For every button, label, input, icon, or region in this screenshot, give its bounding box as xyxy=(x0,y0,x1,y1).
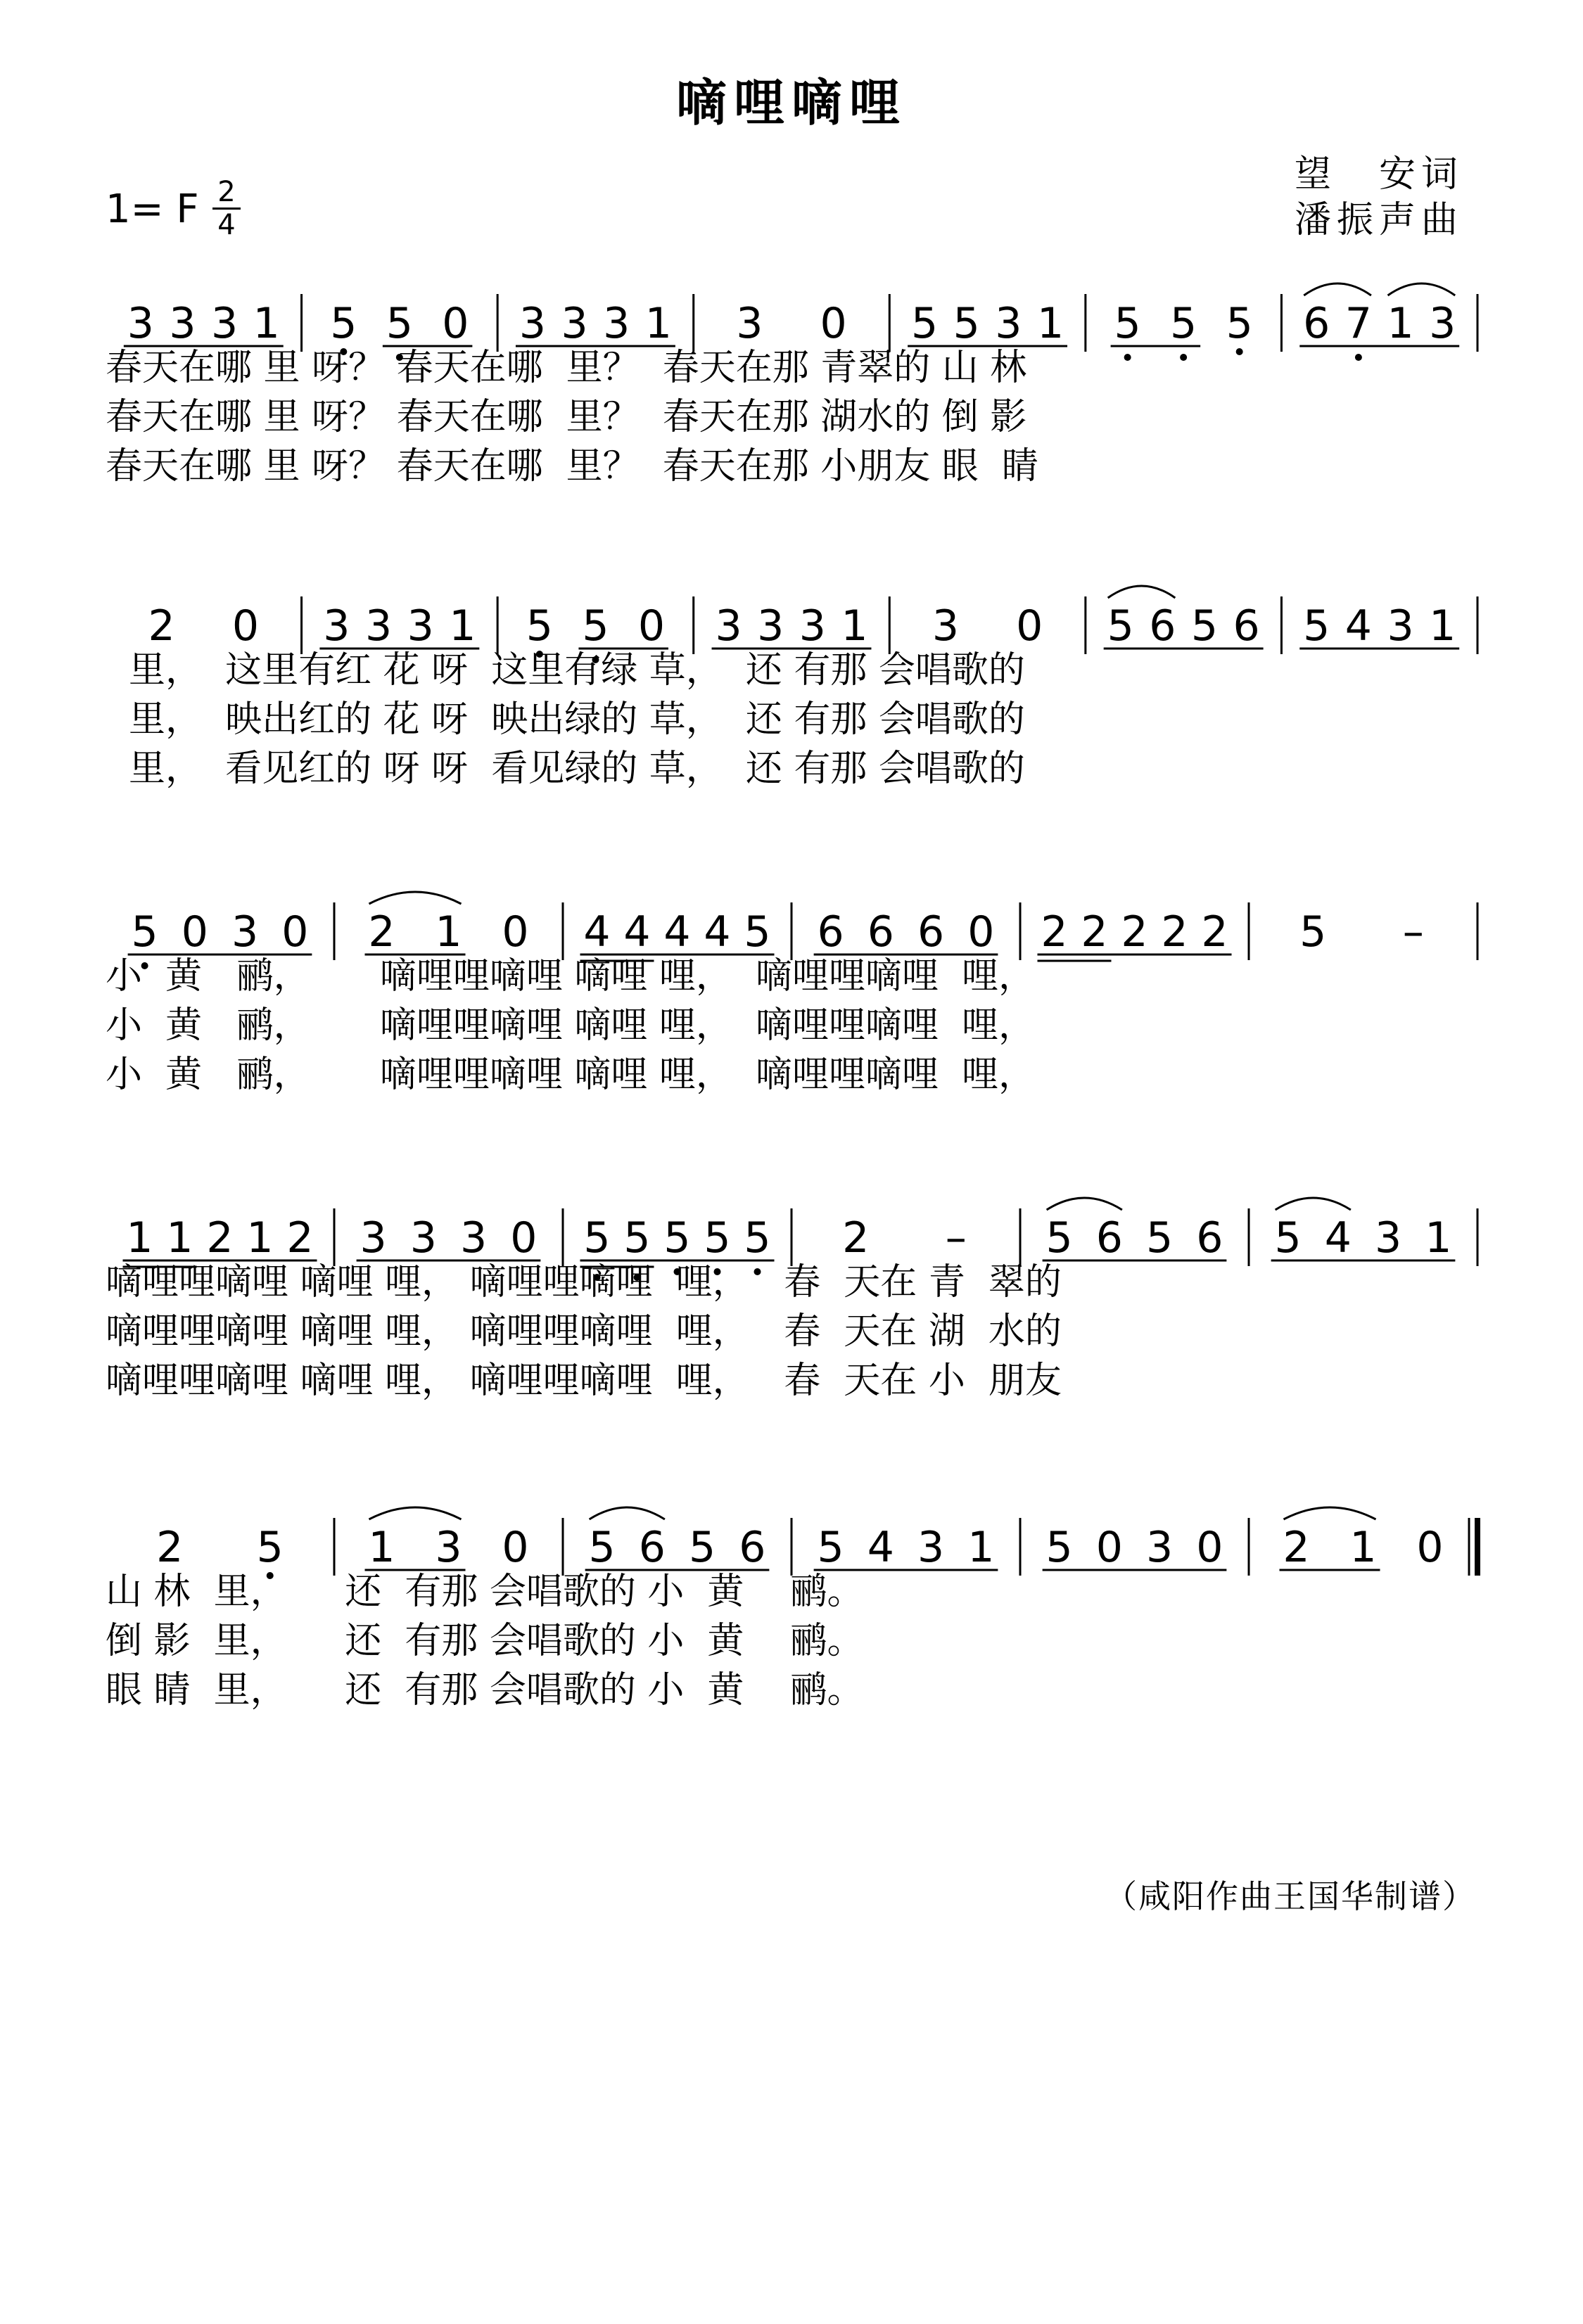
slur-arc xyxy=(1276,1198,1351,1210)
note-digit: 3 xyxy=(407,601,434,651)
note-digit: 5 xyxy=(744,1213,771,1263)
note-digit: 3 xyxy=(127,299,154,348)
note-digit: 0 xyxy=(637,601,666,651)
note-digit: 6 xyxy=(1233,601,1260,651)
note-digit: 3 xyxy=(211,299,239,348)
note-digit: 3 xyxy=(519,299,547,348)
note-digit: 4 xyxy=(663,907,691,957)
note-digit: 5 xyxy=(623,1213,651,1263)
note-digit: 5 xyxy=(583,1213,611,1263)
note-digit: 5 xyxy=(526,601,553,651)
note-digit: 2 xyxy=(1081,907,1108,957)
note-digit: 0 xyxy=(281,907,309,957)
time-signature-denominator: 4 xyxy=(217,209,236,241)
note-digit: 2 xyxy=(1283,1523,1310,1572)
note-digit: 5 xyxy=(256,1523,284,1572)
note-digit: 3 xyxy=(460,1213,488,1263)
note-digit: 5 xyxy=(704,1213,731,1263)
note-digit: 1 xyxy=(1036,299,1064,348)
slur-arc xyxy=(590,1507,665,1519)
composer-credit: 潘振声曲 xyxy=(1295,199,1464,241)
note-digit: 3 xyxy=(1429,299,1456,348)
note-digit: 5 xyxy=(1190,601,1219,651)
note-digit: 5 xyxy=(911,299,939,348)
slur-arc xyxy=(369,1507,462,1519)
song-title: 嘀哩嘀哩 xyxy=(675,72,907,132)
note-digit: 3 xyxy=(561,299,588,348)
footer-credit: （咸阳作曲王国华制谱） xyxy=(1105,1877,1476,1915)
note-digit: 5 xyxy=(817,1523,844,1572)
note-digit: 5 xyxy=(1303,601,1330,651)
note-digit: 2 xyxy=(1041,907,1068,957)
note-digit: 3 xyxy=(757,601,784,651)
note-digit: 3 xyxy=(917,1523,945,1572)
note-digit: 1 xyxy=(644,299,672,348)
slur-arc xyxy=(1388,283,1456,295)
note-digit: 5 xyxy=(953,299,980,348)
note-digit: 5 xyxy=(386,299,413,348)
note-digit: 1 xyxy=(435,907,462,957)
note-digit: 3 xyxy=(435,1523,462,1572)
note-digit: 2 xyxy=(1121,907,1148,957)
note-digit: 1 xyxy=(253,299,280,348)
note-digit: 2 xyxy=(368,907,395,957)
note-digit: 5 xyxy=(744,907,771,957)
note-digit: 0 xyxy=(510,1213,538,1263)
note-digit: 2 xyxy=(1161,907,1188,957)
note-digit: 0 xyxy=(231,601,260,651)
note-digit: 6 xyxy=(1196,1213,1223,1263)
note-digit: 0 xyxy=(502,907,529,957)
note-digit: 0 xyxy=(1095,1523,1123,1572)
note-digit: 0 xyxy=(181,907,208,957)
note-digit: – xyxy=(945,1213,967,1263)
note-digit: 1 xyxy=(1387,299,1414,348)
note-digit: 2 xyxy=(1201,907,1228,957)
note-digit: 3 xyxy=(360,1213,387,1263)
note-digit: 5 xyxy=(1146,1213,1174,1263)
note-digit: 1 xyxy=(246,1213,274,1263)
lyricist-credit: 望 安词 xyxy=(1295,153,1464,196)
lyric-verse-3: 小 黄 鹂， 嘀哩哩嘀哩 嘀哩 哩， 嘀哩哩嘀哩 哩， xyxy=(106,1054,1035,1096)
note-digit: 7 xyxy=(1344,299,1372,348)
note-digit: 1 xyxy=(1429,601,1456,651)
note-digit: 2 xyxy=(842,1213,870,1263)
note-digit: 2 xyxy=(206,1213,234,1263)
note-digit: 5 xyxy=(1107,601,1134,651)
note-digit: 5 xyxy=(131,907,158,957)
note-digit: 6 xyxy=(1095,1213,1123,1263)
note-digit: 5 xyxy=(330,299,357,348)
lyric-verse-3: 眼 睛 里， 还 有那 会唱歌的 小 黄 鹂。 xyxy=(106,1669,864,1711)
note-digit: 5 xyxy=(1170,299,1197,348)
note-digit: 0 xyxy=(1016,601,1043,651)
note-digit: 4 xyxy=(1324,1213,1352,1263)
note-digit: 4 xyxy=(1344,601,1372,651)
lyric-verse-1: 嘀哩哩嘀哩 嘀哩 哩， 嘀哩哩嘀哩 哩， 春 天在 青 翠的 xyxy=(106,1261,1062,1303)
note-digit: 6 xyxy=(1149,601,1176,651)
time-signature-numerator: 2 xyxy=(217,176,236,208)
note-digit: 3 xyxy=(715,601,742,651)
lyric-verse-2: 小 黄 鹂， 嘀哩哩嘀哩 嘀哩 哩， 嘀哩哩嘀哩 哩， xyxy=(106,1004,1035,1047)
note-digit: 1 xyxy=(449,601,476,651)
note-digit: 5 xyxy=(1045,1523,1073,1572)
lyric-verse-2: 里， 映出红的 花 呀 映出绿的 草， 还 有那 会唱歌的 xyxy=(106,698,1025,741)
slur-arc xyxy=(1284,1507,1376,1519)
lyric-verse-1: 小 黄 鹂， 嘀哩哩嘀哩 嘀哩 哩， 嘀哩哩嘀哩 哩， xyxy=(106,955,1035,997)
note-digit: 6 xyxy=(917,907,945,957)
note-digit: 6 xyxy=(867,907,894,957)
note-digit: 1 xyxy=(967,1523,995,1572)
note-digit: 5 xyxy=(1045,1213,1073,1263)
note-digit: 3 xyxy=(799,601,826,651)
note-digit: 6 xyxy=(817,907,844,957)
lyric-verse-2: 春天在哪 里 呀？ 春天在哪 里？ 春天在那 湖水的 倒 影 xyxy=(106,396,1027,438)
note-digit: 3 xyxy=(603,299,630,348)
note-digit: 2 xyxy=(156,1523,184,1572)
note-digit: 0 xyxy=(442,299,469,348)
note-digit: 1 xyxy=(166,1213,193,1263)
slur-arc xyxy=(1047,1198,1122,1210)
note-digit: 0 xyxy=(1196,1523,1223,1572)
note-digit: 2 xyxy=(148,601,175,651)
note-digit: 4 xyxy=(583,907,611,957)
note-digit: 5 xyxy=(1114,299,1141,348)
note-digit: 3 xyxy=(1375,1213,1402,1263)
note-digit: 3 xyxy=(736,299,763,348)
time-signature xyxy=(212,178,241,239)
note-digit: 2 xyxy=(286,1213,314,1263)
lyric-verse-1: 春天在哪 里 呀？ 春天在哪 里？ 春天在那 青翠的 山 林 xyxy=(106,347,1027,389)
note-digit: 4 xyxy=(704,907,731,957)
note-digit: 6 xyxy=(739,1523,766,1572)
lyric-verse-1: 里， 这里有红 花 呀 这里有绿 草， 还 有那 会唱歌的 xyxy=(106,649,1025,691)
note-digit: 3 xyxy=(1387,601,1414,651)
note-digit: 3 xyxy=(1146,1523,1174,1572)
note-digit: 0 xyxy=(820,299,847,348)
note-digit: 3 xyxy=(995,299,1022,348)
note-digit: 5 xyxy=(689,1523,716,1572)
note-digit: 6 xyxy=(638,1523,666,1572)
note-digit: 3 xyxy=(169,299,196,348)
note-digit: 5 xyxy=(588,1523,616,1572)
key-signature: 1= F xyxy=(106,186,199,232)
note-digit: 0 xyxy=(502,1523,529,1572)
note-digit: 0 xyxy=(967,907,995,957)
lyric-verse-3: 嘀哩哩嘀哩 嘀哩 哩， 嘀哩哩嘀哩 哩， 春 天在 小 朋友 xyxy=(106,1360,1062,1402)
slur-arc xyxy=(1108,586,1176,598)
lyric-verse-2: 嘀哩哩嘀哩 嘀哩 哩， 嘀哩哩嘀哩 哩， 春 天在 湖 水的 xyxy=(106,1310,1062,1353)
lyric-verse-2: 倒 影 里， 还 有那 会唱歌的 小 黄 鹂。 xyxy=(106,1620,864,1662)
note-digit: 1 xyxy=(126,1213,153,1263)
note-digit: 6 xyxy=(1303,299,1330,348)
note-digit: 5 xyxy=(663,1213,691,1263)
slur-arc xyxy=(369,892,462,904)
lyric-verse-3: 春天在哪 里 呀？ 春天在哪 里？ 春天在那 小朋友 眼 睛 xyxy=(106,445,1038,487)
note-digit: 3 xyxy=(231,907,259,957)
note-digit: 5 xyxy=(1226,299,1253,348)
note-digit: 1 xyxy=(368,1523,395,1572)
note-digit: 4 xyxy=(867,1523,894,1572)
note-digit: 3 xyxy=(409,1213,437,1263)
lyric-verse-3: 里， 看见红的 呀 呀 看见绿的 草， 还 有那 会唱歌的 xyxy=(106,748,1025,790)
note-digit: 5 xyxy=(1299,907,1327,957)
note-digit: 3 xyxy=(932,601,960,651)
lyric-verse-1: 山 林 里， 还 有那 会唱歌的 小 黄 鹂。 xyxy=(106,1571,864,1613)
note-digit: 0 xyxy=(1416,1523,1444,1572)
note-digit: 3 xyxy=(323,601,350,651)
note-digit: 1 xyxy=(1349,1523,1377,1572)
slur-arc xyxy=(1304,283,1371,295)
note-digit: 3 xyxy=(364,601,393,651)
note-digit: 5 xyxy=(1274,1213,1302,1263)
note-digit: 1 xyxy=(841,601,868,651)
note-digit: 4 xyxy=(623,907,651,957)
note-digit: – xyxy=(1402,907,1424,957)
note-digit: 1 xyxy=(1425,1213,1452,1263)
note-digit: 5 xyxy=(582,601,609,651)
